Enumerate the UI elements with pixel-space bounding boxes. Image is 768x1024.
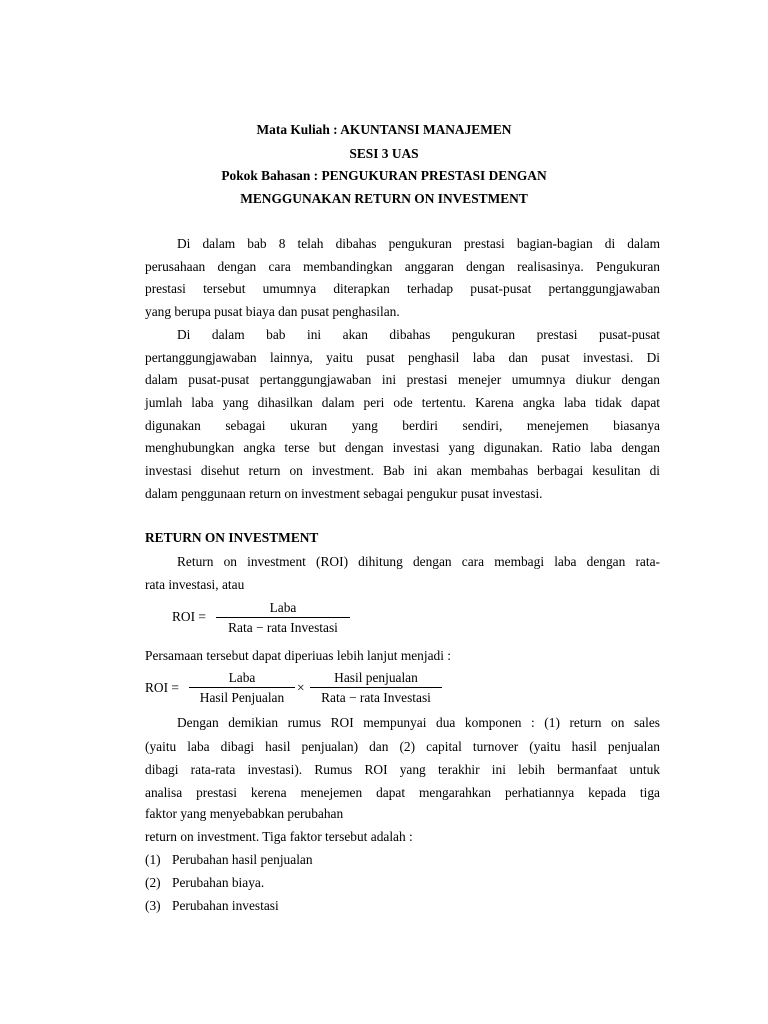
list-item-text: Perubahan investasi	[172, 898, 279, 913]
paragraph-line: menghubungkan angka terse but dengan investasi yang digunakan. Ratio laba dengan	[145, 440, 660, 455]
paragraph-line: Di dalam bab 8 telah dibahas pengukuran prestasi bagian-bagian di dalam	[177, 236, 660, 251]
paragraph-line: perusahaan dengan cara membandingkan anggaran dengan realisasinya. Pengukuran	[145, 259, 660, 274]
topic-title: Pokok Bahasan : PENGUKURAN PRESTASI DENGAN	[221, 168, 547, 183]
list-item-number: (2)	[145, 875, 161, 890]
paragraph-line: Dengan demikian rumus ROI mempunyai dua komponen : (1) return on sales	[177, 715, 660, 730]
course-title: Mata Kuliah : AKUNTANSI MANAJEMEN	[256, 122, 512, 137]
paragraph-line: investasi disehut return on investment. Bab ini akan membahas berbagai kesulitan di	[145, 463, 660, 478]
formula-numerator: Laba	[216, 600, 350, 618]
formula-denominator: Rata − rata Investasi	[321, 690, 431, 705]
paragraph-line: dalam pusat-pusat pertanggungjawaban ini prestasi menejer umumnya diukur dengan	[145, 372, 660, 387]
multiply-sign: ×	[297, 680, 305, 695]
paragraph-line: dalam penggunaan return on investment sebagai pengukur pusat investasi.	[145, 486, 543, 501]
session-label: SESI 3 UAS	[349, 146, 419, 161]
formula-numerator: Hasil penjualan	[310, 670, 442, 688]
formula-numerator: Laba	[189, 670, 295, 688]
paragraph-line: Persamaan tersebut dapat diperiuas lebih lanjut menjadi :	[145, 648, 452, 663]
paragraph-line: dibagi rata-rata investasi). Rumus ROI yang terakhir ini lebih bermanfaat untuk	[145, 762, 660, 777]
paragraph-line: (yaitu laba dibagi hasil penjualan) dan (2) capital turnover (yaitu hasil penjualan	[145, 739, 660, 754]
paragraph-line: pertanggungjawaban lainnya, yaitu pusat penghasil laba dan pusat investasi. Di	[145, 350, 660, 365]
formula-fraction-capital-turnover	[310, 670, 442, 706]
list-item-text: Perubahan hasil penjualan	[172, 852, 313, 867]
topic-subtitle: MENGGUNAKAN RETURN ON INVESTMENT	[240, 191, 528, 206]
paragraph-line: Di dalam bab ini akan dibahas pengukuran prestasi pusat-pusat	[177, 327, 660, 342]
paragraph-line: yang berupa pusat biaya dan pusat penghasilan.	[145, 304, 400, 319]
paragraph-line: faktor yang menyebabkan perubahan	[145, 806, 344, 821]
paragraph-line: return on investment. Tiga faktor tersebut adalah :	[145, 829, 413, 844]
list-item-number: (3)	[145, 898, 161, 913]
paragraph-line: prestasi tersebut umumnya diterapkan terhadap pusat-pusat pertanggungjawaban	[145, 281, 660, 296]
formula-lhs: ROI =	[172, 609, 206, 624]
paragraph-line: jumlah laba yang dihasilkan dalam peri ode tertentu. Karena angka laba tidak dapat	[145, 395, 660, 410]
formula-denominator: Rata − rata Investasi	[228, 620, 338, 635]
formula-denominator: Hasil Penjualan	[199, 690, 285, 705]
paragraph-line: digunakan sebagai ukuran yang berdiri sendiri, menejemen biasanya	[145, 418, 660, 433]
formula-lhs: ROI =	[145, 680, 179, 695]
section-heading: RETURN ON INVESTMENT	[145, 530, 319, 545]
list-item-text: Perubahan biaya.	[172, 875, 265, 890]
paragraph-line: rata investasi, atau	[145, 577, 245, 592]
paragraph-line: Return on investment (ROI) dihitung dengan cara membagi laba dengan rata-	[177, 554, 660, 569]
list-item-number: (1)	[145, 852, 161, 867]
paragraph-line: analisa prestasi kerena menejemen dapat mengarahkan perhatiannya kepada tiga	[145, 785, 660, 800]
formula-fraction	[216, 600, 350, 636]
formula-fraction-return-on-sales	[189, 670, 295, 706]
